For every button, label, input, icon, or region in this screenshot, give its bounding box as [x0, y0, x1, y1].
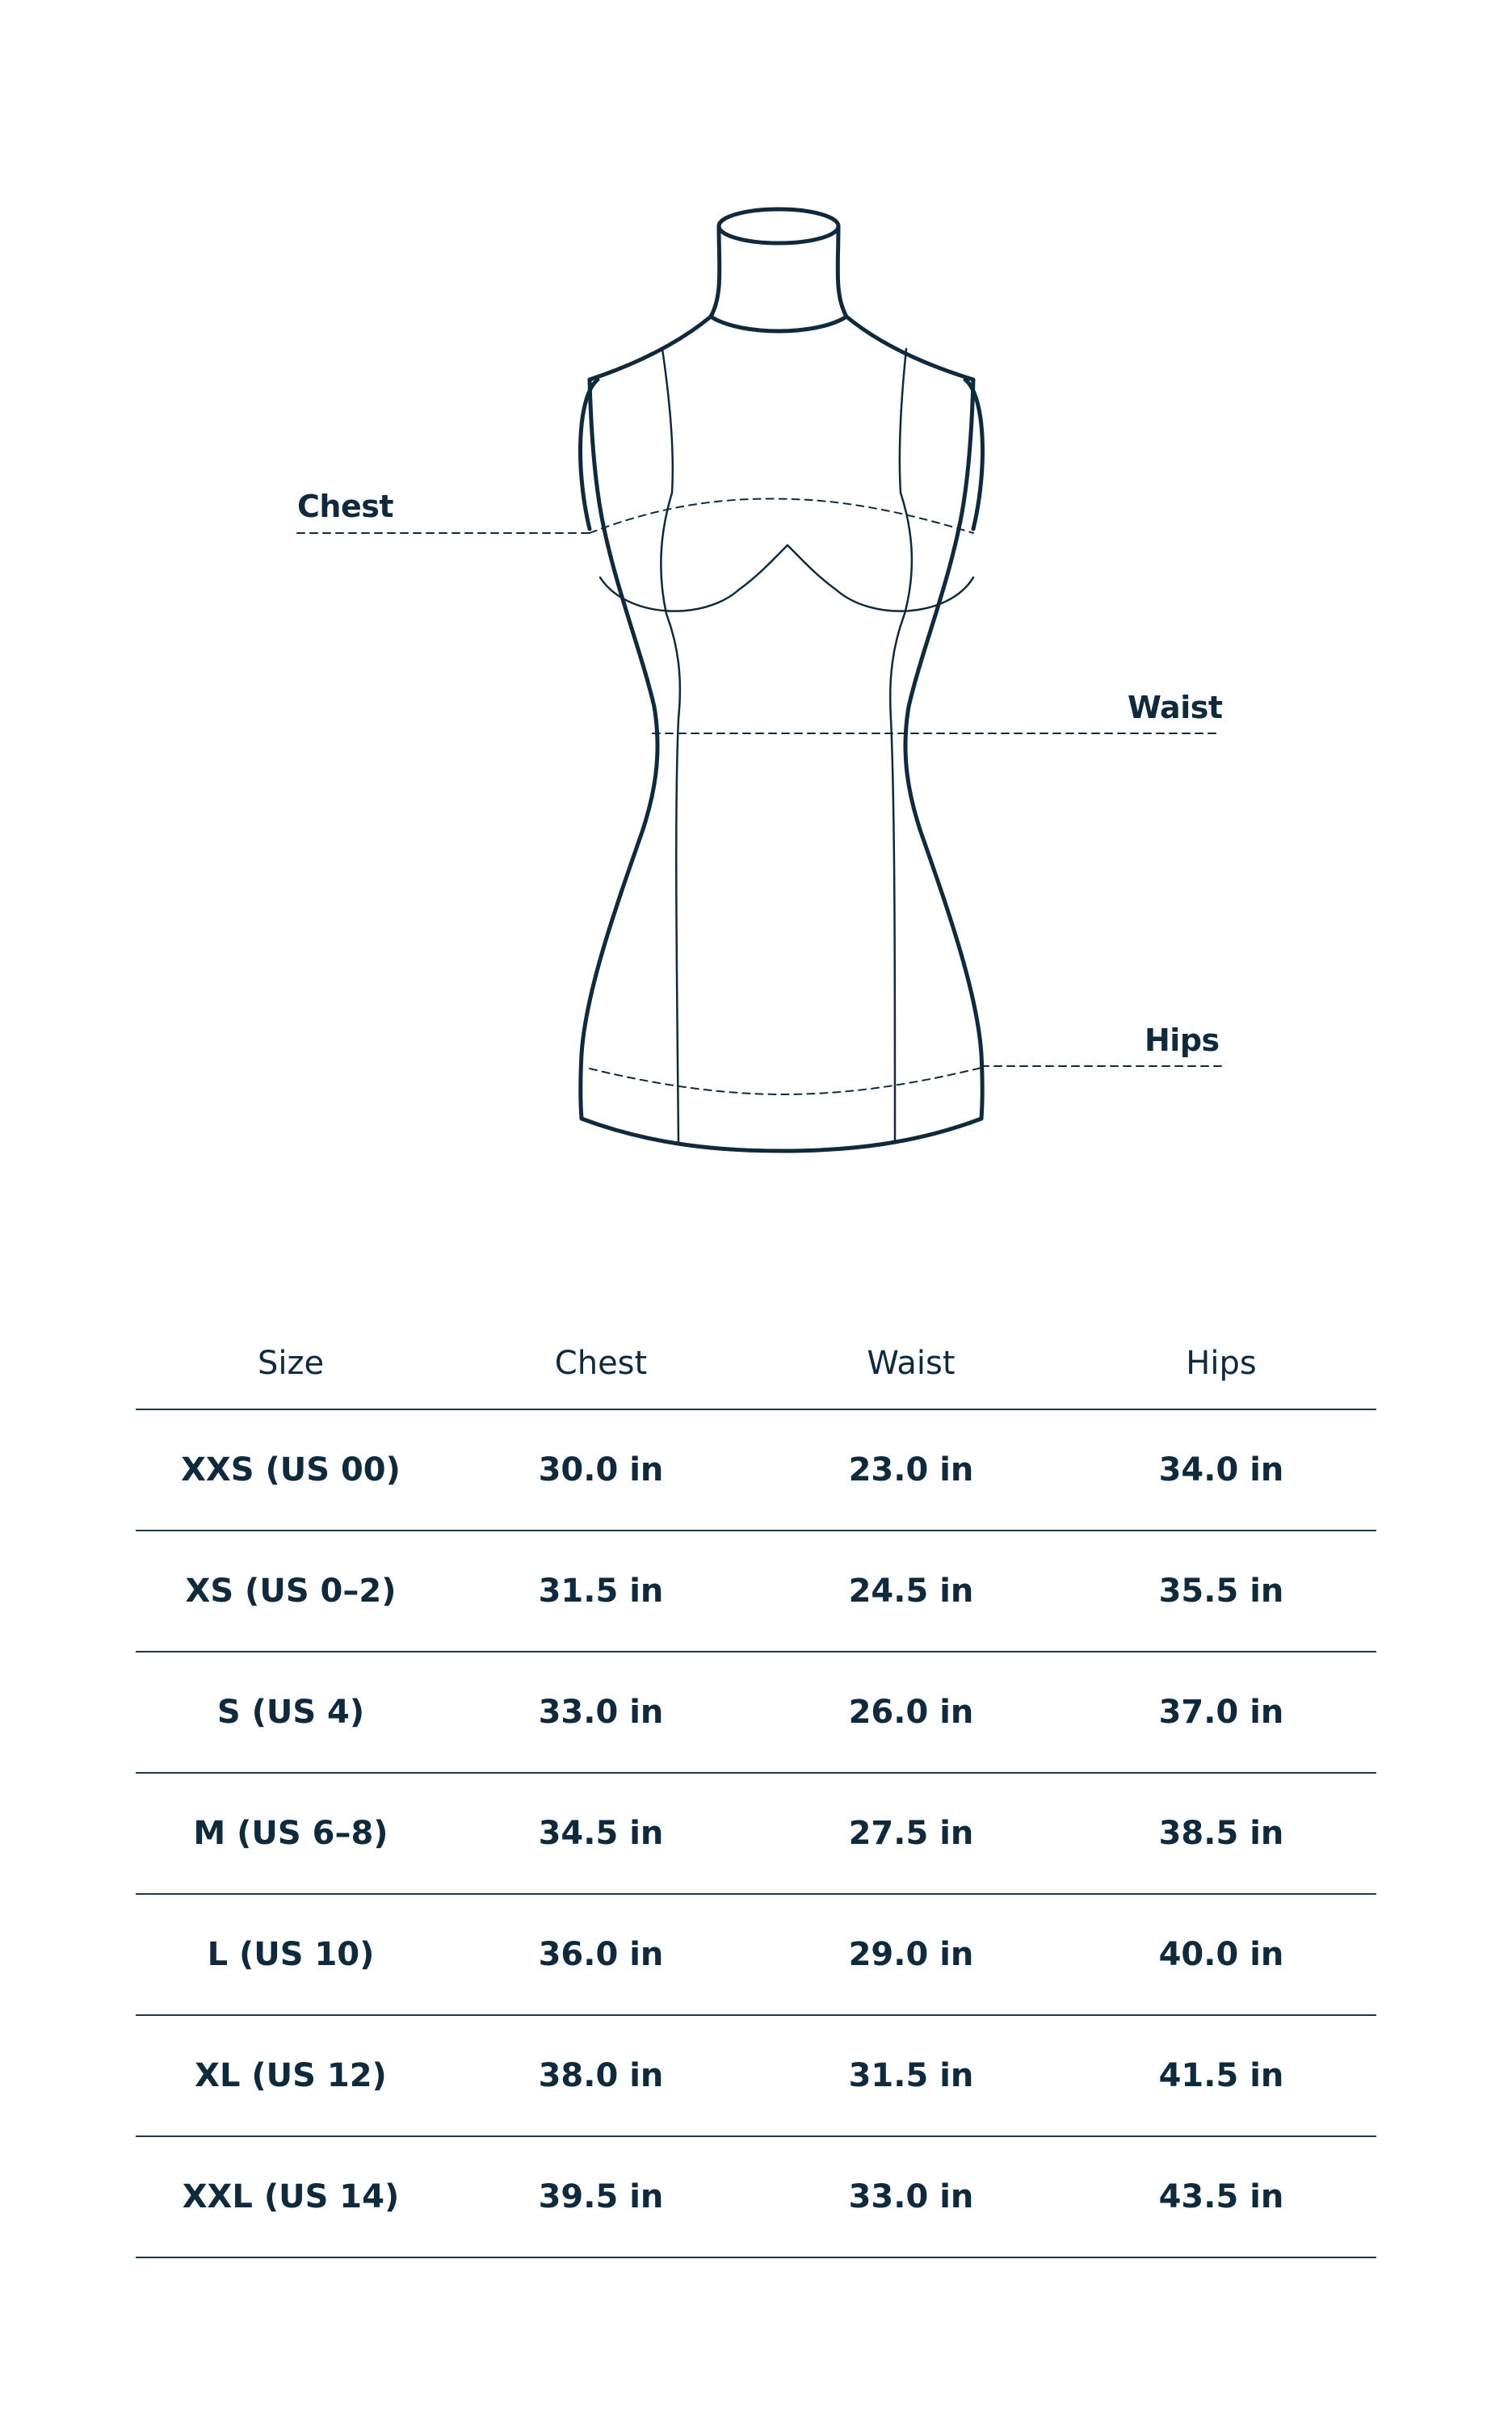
- header-size: Size: [136, 1318, 446, 1409]
- cell-hips: 43.5 in: [1066, 2136, 1376, 2257]
- cell-size: XL (US 12): [136, 2015, 446, 2136]
- header-hips: Hips: [1066, 1318, 1376, 1409]
- chest-label: Chest: [297, 489, 393, 524]
- cell-waist: 29.0 in: [756, 1894, 1066, 2015]
- cell-size: S (US 4): [136, 1652, 446, 1773]
- cell-size: XS (US 0–2): [136, 1531, 446, 1652]
- cell-hips: 34.0 in: [1066, 1409, 1376, 1531]
- header-waist: Waist: [756, 1318, 1066, 1409]
- arm-cutouts: [581, 380, 983, 529]
- cell-hips: 35.5 in: [1066, 1531, 1376, 1652]
- cell-chest: 39.5 in: [446, 2136, 756, 2257]
- cell-chest: 30.0 in: [446, 1409, 756, 1531]
- cell-hips: 41.5 in: [1066, 2015, 1376, 2136]
- hips-measure-line: [590, 1066, 1221, 1094]
- hips-label: Hips: [1144, 1023, 1220, 1058]
- cell-size: L (US 10): [136, 1894, 446, 2015]
- table-row: [136, 1894, 1376, 2015]
- table-header-row: [136, 1318, 1376, 1409]
- bust-lines: [600, 545, 973, 611]
- cell-waist: 31.5 in: [756, 2015, 1066, 2136]
- size-chart-table: [136, 1318, 1376, 2258]
- table-row: [136, 1409, 1376, 1531]
- waist-label: Waist: [1128, 690, 1223, 725]
- cell-waist: 24.5 in: [756, 1531, 1066, 1652]
- cell-hips: 38.5 in: [1066, 1773, 1376, 1894]
- chest-measure-line: [297, 498, 973, 533]
- cell-size: M (US 6–8): [136, 1773, 446, 1894]
- neck-outline: [711, 209, 846, 331]
- cell-size: XXL (US 14): [136, 2136, 446, 2257]
- cell-chest: 33.0 in: [446, 1652, 756, 1773]
- table-row: [136, 1773, 1376, 1894]
- cell-waist: 33.0 in: [756, 2136, 1066, 2257]
- cell-chest: 34.5 in: [446, 1773, 756, 1894]
- table-row: [136, 1652, 1376, 1773]
- cell-chest: 36.0 in: [446, 1894, 756, 2015]
- table-row: [136, 1531, 1376, 1652]
- table-row: [136, 2136, 1376, 2257]
- princess-seams: [661, 349, 912, 1143]
- cell-chest: 38.0 in: [446, 2015, 756, 2136]
- cell-chest: 31.5 in: [446, 1531, 756, 1652]
- cell-waist: 26.0 in: [756, 1652, 1066, 1773]
- cell-waist: 27.5 in: [756, 1773, 1066, 1894]
- cell-hips: 40.0 in: [1066, 1894, 1376, 2015]
- header-chest: Chest: [446, 1318, 756, 1409]
- cell-hips: 37.0 in: [1066, 1652, 1376, 1773]
- cell-size: XXS (US 00): [136, 1409, 446, 1531]
- cell-waist: 23.0 in: [756, 1409, 1066, 1531]
- table-row: [136, 2015, 1376, 2136]
